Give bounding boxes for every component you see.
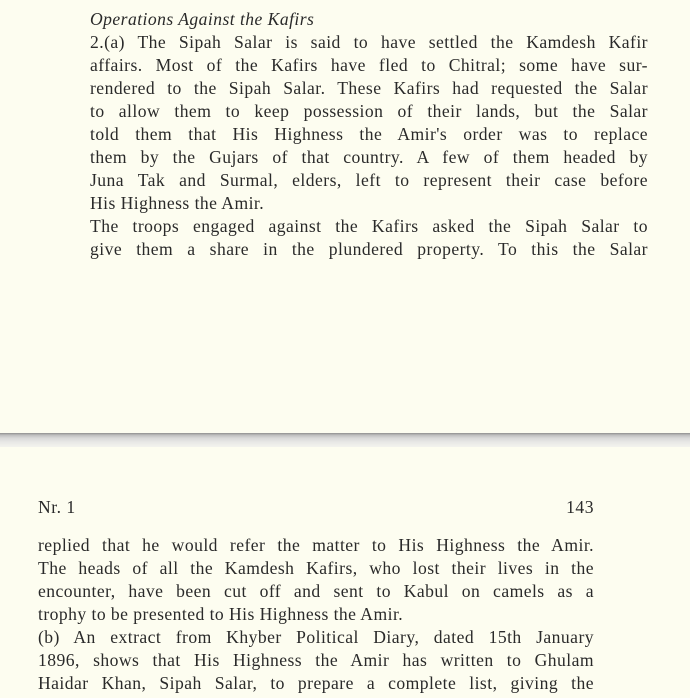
text-line: trophy to be presented to His Highness the Amir. [38,604,404,624]
running-head [38,497,594,521]
text-line: replied that he would refer the matter to His Highness the Amir. [38,535,594,555]
text-line: 2.(a) The Sipah Salar is said to have settled the Kamdesh Kafir [90,32,648,52]
text-line: His Highness the Amir. [90,193,265,213]
text-line: told them that His Highness the Amir's order was to replace [90,124,648,144]
section-heading: Operations Against the Kafirs [90,9,315,29]
text-line: The heads of all the Kamdesh Kafirs, who lost their lives in the [38,558,594,578]
lower-page-text [38,534,594,695]
running-head-label: Nr. 1 [38,497,76,517]
text-line: affairs. Most of the Kafirs have fled to Chitral; some have sur- [90,55,648,75]
text-line: to allow them to keep possession of their lands, but the Salar [90,101,648,121]
upper-page-text [90,8,648,261]
text-line: Juna Tak and Surmal, elders, left to represent their case before [90,170,648,190]
page-number: 143 [566,497,594,517]
text-line: The troops engaged against the Kafirs asked the Sipah Salar to [90,216,648,236]
text-line: Haidar Khan, Sipah Salar, to prepare a complete list, giving the [38,673,594,693]
text-line: (b) An extract from Khyber Political Diary, dated 15th January [38,627,594,647]
text-line: rendered to the Sipah Salar. These Kafirs had requested the Salar [90,78,648,98]
page-divider [0,433,690,447]
text-line: them by the Gujars of that country. A few of them headed by [90,147,648,167]
text-line: 1896, shows that His Highness the Amir has written to Ghulam [38,650,594,670]
text-line: give them a share in the plundered property. To this the Salar [90,239,648,259]
text-line: encounter, have been cut off and sent to Kabul on camels as a [38,581,594,601]
